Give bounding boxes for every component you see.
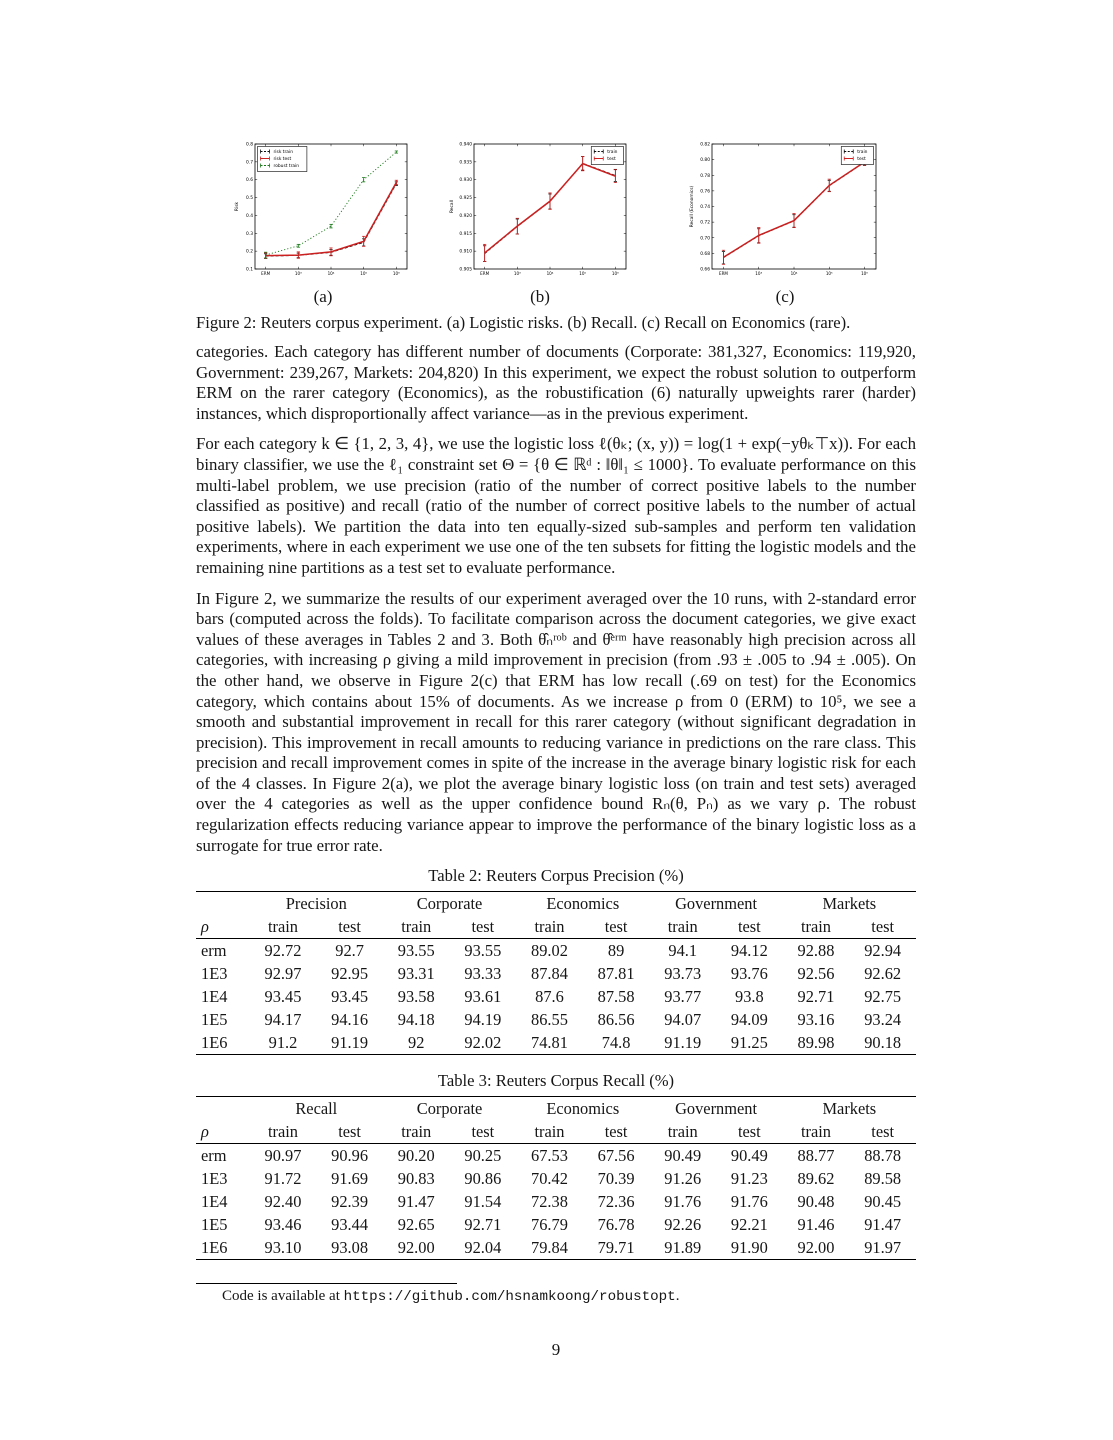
svg-text:10³: 10³	[513, 270, 521, 276]
table-row	[196, 985, 916, 1008]
table-cell: 91.76	[664, 1192, 702, 1211]
svg-text:0.915: 0.915	[459, 231, 472, 237]
column-header: test	[316, 915, 383, 939]
svg-text:10⁶: 10⁶	[392, 270, 400, 276]
table-cell: 90.49	[664, 1146, 702, 1165]
svg-text:0.5: 0.5	[246, 196, 253, 202]
page-number: 9	[551, 1340, 561, 1359]
column-header: test	[716, 915, 783, 939]
footnote-suffix: .	[675, 1288, 680, 1304]
table-cell: 92.72	[264, 941, 302, 960]
table-cell: 92.95	[331, 964, 369, 983]
table-cell: 87.6	[535, 987, 564, 1006]
column-header: train	[516, 915, 583, 939]
table-cell: 91.72	[264, 1169, 302, 1188]
table-cell: 76.78	[597, 1215, 635, 1234]
recall-chart	[448, 138, 632, 286]
svg-text:0.1: 0.1	[246, 267, 253, 273]
table-cell: 93.61	[464, 987, 502, 1006]
body-text	[196, 342, 916, 866]
table-cell: 74.81	[531, 1033, 568, 1052]
chart-b-block	[448, 138, 632, 307]
subcaption-a: (a)	[313, 287, 333, 306]
column-header: test	[450, 1120, 517, 1144]
table-cell: 93.31	[397, 964, 435, 983]
svg-text:10⁵: 10⁵	[579, 270, 587, 276]
svg-text:0.930: 0.930	[459, 178, 472, 184]
table-row	[196, 1031, 916, 1055]
table-cell: 92.71	[797, 987, 835, 1006]
table-cell: 90.49	[730, 1146, 768, 1165]
header-cell	[196, 1097, 250, 1121]
column-group-header: Government	[675, 1099, 758, 1118]
table-cell: 92.26	[664, 1215, 702, 1234]
column-header: test	[583, 1120, 650, 1144]
table-cell: 94.09	[730, 1010, 768, 1029]
table-cell: 90.20	[397, 1146, 435, 1165]
table-cell: 92.39	[331, 1192, 369, 1211]
paragraph-2: For each category k ∈ {1, 2, 3, 4}, we use the logistic loss ℓ(θₖ; (x, y)) = log(1 + exp(−yθₖ⊤x)). For each binary classifier, we use the ℓ₁ constraint set Θ = {θ ∈ ℝᵈ : ‖θ‖₁ ≤ 1000}. To evaluate performance on this multi-label problem, we use precision (ratio of the number of correct positive labels to the number classified as positive) and recall (ratio of the number of correct positive labels to the number of actual positive labels). We partition the data into ten equally-sized sub-samples and perform ten validation experiments, where in each experiment we use one of the ten subsets for fitting the logistic models and the remaining nine partitions as a test set to evaluate performance.	[196, 434, 916, 577]
svg-text:Risk: Risk	[235, 201, 240, 212]
row-label: 1E6	[201, 1033, 228, 1052]
table-cell: 94.12	[730, 941, 768, 960]
row-label: erm	[201, 941, 227, 960]
table-cell: 90.18	[864, 1033, 902, 1052]
svg-text:0.82: 0.82	[700, 142, 710, 148]
table-row	[196, 1190, 916, 1213]
subcaption-b: (b)	[530, 287, 550, 306]
svg-text:0.7: 0.7	[246, 160, 253, 166]
table-3-caption: Table 3: Reuters Corpus Recall (%)	[437, 1071, 675, 1090]
table-cell: 92.00	[397, 1238, 435, 1257]
footnote-url[interactable]: https://github.com/hsnamkoong/robustopt	[343, 1289, 676, 1305]
svg-text:10⁴: 10⁴	[790, 270, 798, 276]
table-cell: 90.83	[397, 1169, 435, 1188]
table-cell: 94.16	[331, 1010, 369, 1029]
table-cell: 93.16	[797, 1010, 835, 1029]
column-header: train	[383, 915, 450, 939]
column-header: ρ	[196, 1120, 250, 1144]
table-cell: 93.55	[397, 941, 435, 960]
table-cell: 79.84	[531, 1238, 568, 1257]
column-header: train	[250, 1120, 317, 1144]
table-3-block	[196, 1071, 916, 1260]
table-cell: 72.38	[531, 1192, 568, 1211]
table-cell: 90.25	[464, 1146, 502, 1165]
column-header: train	[783, 1120, 850, 1144]
table-cell: 92.04	[464, 1238, 502, 1257]
table-cell: 93.45	[264, 987, 302, 1006]
table-cell: 89.98	[797, 1033, 835, 1052]
table-cell: 72.36	[597, 1192, 635, 1211]
svg-text:0.925: 0.925	[459, 196, 472, 202]
table-cell: 91.47	[864, 1215, 902, 1234]
table-cell: 79.71	[597, 1238, 635, 1257]
table-cell: 91.69	[331, 1169, 369, 1188]
svg-text:0.905: 0.905	[459, 267, 472, 273]
column-group-header: Markets	[822, 1099, 877, 1118]
svg-text:10³: 10³	[755, 270, 763, 276]
row-label: erm	[201, 1146, 227, 1165]
table-cell: 92.02	[464, 1033, 502, 1052]
svg-text:0.910: 0.910	[459, 249, 472, 255]
table-cell: 92.62	[864, 964, 902, 983]
column-header: test	[849, 915, 916, 939]
svg-text:test: test	[607, 157, 616, 163]
header-cell	[196, 892, 250, 916]
table-cell: 91.54	[464, 1192, 502, 1211]
row-label: 1E5	[201, 1010, 228, 1029]
svg-text:10³: 10³	[294, 270, 302, 276]
row-label: 1E5	[201, 1215, 228, 1234]
table-cell: 87.58	[597, 987, 635, 1006]
sub-header-row	[196, 915, 916, 939]
table-2-block	[196, 866, 916, 1055]
table-cell: 92.56	[797, 964, 835, 983]
table-row	[196, 962, 916, 985]
column-header: train	[250, 915, 317, 939]
page-content	[196, 0, 916, 1440]
table-cell: 92.21	[730, 1215, 768, 1234]
svg-text:10⁴: 10⁴	[546, 270, 554, 276]
svg-text:0.4: 0.4	[246, 213, 253, 219]
table-cell: 93.73	[664, 964, 702, 983]
table-cell: 94.19	[464, 1010, 502, 1029]
table-cell: 88.77	[797, 1146, 835, 1165]
row-label: 1E4	[201, 1192, 228, 1211]
figure-2-charts	[196, 138, 916, 307]
table-cell: 94.1	[668, 941, 698, 960]
table-cell: 76.79	[531, 1215, 568, 1234]
table-cell: 92.71	[464, 1215, 502, 1234]
column-header: test	[450, 915, 517, 939]
table-cell: 92.65	[397, 1215, 435, 1234]
paragraph-3: In Figure 2, we summarize the results of our experiment averaged over the 10 runs, with 2-standard error bars (computed across the folds). To facilitate comparison across the document categories, we give exact values of these averages in Tables 2 and 3. Both θ̂ₙʳᵒᵇ and θ̂ᵉʳᵐ have reasonably high precision across all categories, with increasing ρ giving a mild improvement in precision (from .93 ± .005 to .94 ± .005). On the other hand, we observe in Figure 2(c) that ERM has low recall (.69 on test) for the Economics category, which contains about 15% of documents. As we increase ρ from 0 (ERM) to 10⁵, we see a smooth and substantial improvement in recall for this rarer category (without significant degradation in precision). This improvement in recall amounts to reducing variance in predictions on the rare class. This precision and recall improvement comes in spite of the increase in the average binary logistic risk for each of the 4 classes. In Figure 2(a), we plot the average binary logistic loss (on train and test sets) averaged over the 4 categories as well as the upper confidence bound Rₙ(θ, Pₙ) as we vary ρ. The robust regularization effects reducing variance appear to improve the performance of the binary logistic loss as a surrogate for true error rate.	[196, 588, 916, 855]
table-row	[196, 1144, 916, 1168]
svg-text:0.68: 0.68	[700, 251, 710, 257]
table-cell: 91.46	[797, 1215, 835, 1234]
column-group-header: Recall	[295, 1099, 338, 1118]
column-group-header: Government	[675, 894, 758, 913]
svg-text:0.2: 0.2	[246, 249, 253, 255]
group-header-row	[196, 892, 916, 916]
figure-caption: Figure 2: Reuters corpus experiment. (a) Logistic risks. (b) Recall. (c) Recall on Economics (rare).	[196, 313, 851, 332]
table-row	[196, 1167, 916, 1190]
table-cell: 93.24	[864, 1010, 902, 1029]
svg-text:Recall (Economics): Recall (Economics)	[690, 185, 695, 228]
footnote-prefix: Code is available at	[222, 1288, 344, 1304]
column-header: train	[516, 1120, 583, 1144]
svg-text:ERM: ERM	[480, 270, 490, 276]
svg-text:10⁵: 10⁵	[360, 270, 368, 276]
table-cell: 93.08	[331, 1238, 369, 1257]
column-header: train	[383, 1120, 450, 1144]
table-cell: 93.45	[331, 987, 369, 1006]
table-cell: 93.76	[730, 964, 768, 983]
table-cell: 86.56	[597, 1010, 635, 1029]
table-cell: 91.19	[664, 1033, 702, 1052]
table-cell: 92.94	[864, 941, 902, 960]
table-cell: 93.77	[664, 987, 702, 1006]
table-cell: 94.07	[664, 1010, 702, 1029]
chart-c-block	[688, 138, 882, 307]
column-group-header: Economics	[546, 894, 620, 913]
footnote-text	[196, 1288, 916, 1305]
table-cell: 93.10	[264, 1238, 302, 1257]
table-cell: 93.46	[264, 1215, 302, 1234]
figure-2	[196, 138, 916, 333]
table-cell: 92.88	[797, 941, 835, 960]
table-cell: 91.76	[730, 1192, 768, 1211]
svg-text:0.74: 0.74	[700, 205, 710, 210]
table-cell: 91.19	[331, 1033, 369, 1052]
table-cell: 70.42	[531, 1169, 568, 1188]
column-group-header: Corporate	[416, 894, 483, 913]
table-row	[196, 1236, 916, 1260]
table-row	[196, 939, 916, 963]
table-cell: 93.55	[464, 941, 502, 960]
svg-text:0.6: 0.6	[246, 178, 253, 184]
table-cell: 91.23	[730, 1169, 768, 1188]
table-cell: 91.97	[864, 1238, 902, 1257]
table-cell: 91.90	[730, 1238, 768, 1257]
table-cell: 91.89	[664, 1238, 702, 1257]
svg-text:0.8: 0.8	[246, 142, 253, 148]
table-cell: 86.55	[531, 1010, 568, 1029]
paragraph-1: categories. Each category has different number of documents (Corporate: 381,327, Economics: 119,920, Government: 239,267, Markets: 204,820) In this experiment, we expect the robust solution to outperform ERM on the rarer category (Economics), as the robustification (6) naturally upweights rarer (harder) instances, which disproportionally affect variance—as in the previous experiment.	[196, 342, 916, 423]
row-label: 1E3	[201, 1169, 228, 1188]
column-header: ρ	[196, 915, 250, 939]
table-cell: 90.45	[864, 1192, 902, 1211]
svg-text:0.940: 0.940	[459, 142, 472, 148]
svg-text:0.920: 0.920	[459, 213, 472, 219]
table-cell: 87.84	[531, 964, 568, 983]
column-header: train	[649, 915, 716, 939]
svg-text:0.80: 0.80	[700, 158, 710, 164]
table-cell: 93.33	[464, 964, 502, 983]
column-group-header: Precision	[285, 894, 347, 913]
svg-text:ERM: ERM	[261, 270, 271, 276]
table-cell: 92.00	[797, 1238, 835, 1257]
table-cell: 67.53	[531, 1146, 568, 1165]
table-cell: 92	[408, 1033, 425, 1052]
table-cell: 89.58	[864, 1169, 902, 1188]
column-group-header: Economics	[546, 1099, 620, 1118]
svg-text:risk test: risk test	[273, 157, 292, 163]
column-header: test	[316, 1120, 383, 1144]
table-cell: 91.2	[268, 1033, 298, 1052]
svg-text:10⁴: 10⁴	[327, 270, 335, 276]
svg-text:0.76: 0.76	[700, 189, 710, 195]
svg-text:train: train	[857, 150, 868, 156]
table-cell: 89.62	[797, 1169, 835, 1188]
column-header: test	[716, 1120, 783, 1144]
table-row	[196, 1008, 916, 1031]
table-cell: 92.7	[335, 941, 364, 960]
table-cell: 74.8	[601, 1033, 631, 1052]
svg-text:test: test	[857, 157, 866, 163]
table-cell: 90.48	[797, 1192, 835, 1211]
chart-a-block	[233, 138, 413, 307]
table-cell: 93.8	[735, 987, 764, 1006]
table-cell: 93.44	[331, 1215, 369, 1234]
table-cell: 89	[607, 941, 625, 960]
precision-table	[196, 891, 916, 1055]
svg-text:10⁵: 10⁵	[825, 270, 833, 276]
column-header: train	[649, 1120, 716, 1144]
svg-text:0.66: 0.66	[700, 267, 710, 273]
svg-text:robust train: robust train	[273, 164, 300, 170]
svg-text:0.72: 0.72	[700, 220, 710, 226]
table-cell: 91.26	[664, 1169, 702, 1188]
table-cell: 92.97	[264, 964, 302, 983]
table-cell: 90.97	[264, 1146, 302, 1165]
svg-text:Recall: Recall	[450, 199, 455, 214]
svg-text:10⁶: 10⁶	[611, 270, 619, 276]
table-2-caption: Table 2: Reuters Corpus Precision (%)	[428, 866, 684, 885]
svg-text:10⁶: 10⁶	[861, 270, 868, 276]
table-cell: 90.86	[464, 1169, 502, 1188]
table-cell: 88.78	[864, 1146, 902, 1165]
svg-text:risk train: risk train	[273, 150, 293, 156]
table-row	[196, 1213, 916, 1236]
column-group-header: Markets	[822, 894, 877, 913]
table-cell: 93.58	[397, 987, 435, 1006]
sub-header-row	[196, 1120, 916, 1144]
column-header: test	[849, 1120, 916, 1144]
svg-text:ERM: ERM	[718, 270, 728, 276]
footnote-rule	[196, 1283, 457, 1284]
group-header-row	[196, 1097, 916, 1121]
table-cell: 90.96	[331, 1146, 369, 1165]
row-label: 1E3	[201, 964, 228, 983]
table-cell: 94.18	[397, 1010, 435, 1029]
svg-text:train: train	[607, 150, 618, 156]
table-cell: 92.75	[864, 987, 902, 1006]
logistic-risks-chart	[233, 138, 413, 286]
table-cell: 91.25	[730, 1033, 768, 1052]
table-cell: 67.56	[597, 1146, 635, 1165]
subcaption-c: (c)	[775, 287, 795, 306]
column-header: train	[783, 915, 850, 939]
economics-recall-chart	[688, 138, 882, 286]
table-cell: 91.47	[397, 1192, 435, 1211]
table-cell: 94.17	[264, 1010, 302, 1029]
svg-text:0.70: 0.70	[700, 236, 710, 242]
footnote	[196, 1283, 916, 1305]
row-label: 1E6	[201, 1238, 228, 1257]
row-label: 1E4	[201, 987, 228, 1006]
table-cell: 89.02	[531, 941, 568, 960]
table-cell: 87.81	[597, 964, 635, 983]
recall-table	[196, 1096, 916, 1260]
svg-text:0.935: 0.935	[459, 160, 472, 166]
table-cell: 70.39	[597, 1169, 635, 1188]
column-group-header: Corporate	[416, 1099, 483, 1118]
svg-text:0.3: 0.3	[246, 231, 253, 237]
column-header: test	[583, 915, 650, 939]
svg-text:0.78: 0.78	[700, 173, 710, 179]
table-cell: 92.40	[264, 1192, 302, 1211]
